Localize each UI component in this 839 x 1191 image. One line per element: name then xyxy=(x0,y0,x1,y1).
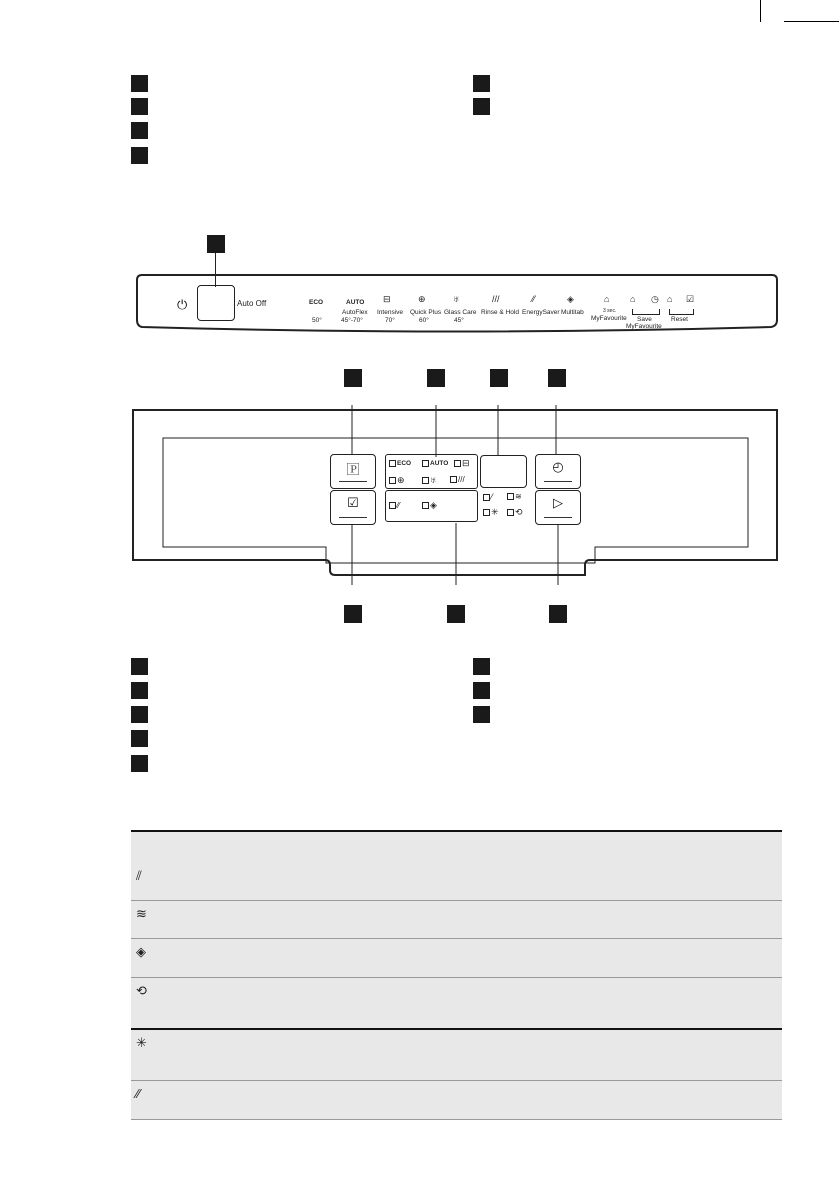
drying-icon: ≋ xyxy=(136,906,147,921)
table-row xyxy=(131,901,782,939)
callout-marker xyxy=(490,369,508,387)
indicator-panel-bottom xyxy=(385,490,478,522)
save-group-label: MyFavourite xyxy=(626,323,662,330)
ind-quick: ⊕ xyxy=(389,475,405,486)
callout-marker xyxy=(427,369,445,387)
prog-glass-temp: 45° xyxy=(454,317,464,324)
prog-energy-name: EnergySaver xyxy=(522,309,560,316)
callout-marker xyxy=(548,369,566,387)
multitab-icon: ◈ xyxy=(567,294,574,304)
quick-plus-icon: ⊕ xyxy=(418,294,426,304)
save-bracket xyxy=(632,309,660,315)
prog-quickplus-name: Quick Plus xyxy=(410,309,442,316)
options-button[interactable] xyxy=(330,490,376,525)
callout-marker xyxy=(549,605,567,623)
prog-eco-temp: 50° xyxy=(312,317,322,324)
pot-icon: ⊟ xyxy=(383,294,391,304)
crop-mark xyxy=(784,21,839,22)
save-clock-icon: ◷ xyxy=(651,294,659,304)
ind-rinse: /// xyxy=(450,475,465,484)
crop-mark xyxy=(760,0,761,22)
play-icon: ▷ xyxy=(553,495,563,510)
reset-label: Reset xyxy=(671,316,688,323)
auto-off-label: Auto Off xyxy=(237,299,267,308)
table-row xyxy=(131,1030,782,1081)
myfavourite-label: MyFavourite xyxy=(591,315,627,322)
reset-bracket xyxy=(669,309,694,315)
callout-marker xyxy=(207,235,225,253)
prog-auto-icon: AUTO xyxy=(346,299,365,306)
ind-multitab: ◈ xyxy=(422,500,437,511)
myfavourite-sub: 3 sec. xyxy=(603,308,617,314)
ind-cycle: ⟲ xyxy=(507,507,523,518)
legend-marker xyxy=(131,682,148,699)
glass-icon: ♅ xyxy=(453,294,460,304)
prog-rinse-name: Rinse & Hold xyxy=(481,309,519,316)
delay-icon: ◴ xyxy=(552,459,564,474)
start-button[interactable] xyxy=(535,490,581,525)
table-row xyxy=(131,939,782,978)
legend-marker xyxy=(131,755,148,772)
power-icon[interactable]: ⏻ xyxy=(177,297,188,312)
prog-auto-temp: 45°-70° xyxy=(341,317,363,324)
table-row xyxy=(131,1081,782,1120)
legend-marker xyxy=(131,122,148,139)
auto-off-button[interactable] xyxy=(197,285,235,321)
legend-marker xyxy=(473,658,490,675)
legend-marker xyxy=(473,98,490,115)
energy-saver-icon: ⁄⁄ xyxy=(532,294,536,304)
programme-button[interactable] xyxy=(330,454,376,489)
ind-sparkle: ✳ xyxy=(483,507,499,518)
legend-marker xyxy=(473,682,490,699)
ind-eco: ECO xyxy=(389,460,411,467)
prog-intensive-temp: 70° xyxy=(385,317,395,324)
myfavourite-icon: ⌂ xyxy=(604,294,610,304)
reset-check-icon: ☑ xyxy=(686,294,695,304)
prog-quickplus-temp: 60° xyxy=(419,317,429,324)
ind-energy: ⁄⁄ xyxy=(389,501,400,510)
delay-start-button[interactable] xyxy=(535,454,581,489)
multitab-icon: ◈ xyxy=(136,944,146,959)
prog-eco-icon: ECO xyxy=(309,299,324,306)
prog-auto-name: AutoFlex xyxy=(342,309,368,316)
legend-marker xyxy=(131,658,148,675)
legend-marker xyxy=(131,147,148,164)
ind-salt: ⁄ xyxy=(483,492,493,502)
ind-drying: ≋ xyxy=(507,492,522,501)
energy-eco-icon: ⁄⁄ xyxy=(136,1086,141,1101)
indicator-table xyxy=(131,830,782,1120)
legend-marker xyxy=(131,98,148,115)
save-label: Save xyxy=(637,316,652,323)
sparkle-icon: ✳ xyxy=(136,1035,147,1050)
table-row xyxy=(131,863,782,901)
ind-glass: ♅ xyxy=(422,475,437,485)
indicator-panel-top xyxy=(385,454,478,489)
save-home-icon: ⌂ xyxy=(630,294,636,304)
prog-glass-name: Glass Care xyxy=(444,309,477,316)
rinse-icon: /// xyxy=(492,294,500,304)
legend-marker xyxy=(131,75,148,92)
legend-marker xyxy=(473,75,490,92)
table-header-row xyxy=(131,830,782,865)
display-box xyxy=(480,455,527,488)
ind-auto: AUTO xyxy=(422,460,448,467)
table-row xyxy=(131,978,782,1030)
callout-marker xyxy=(447,605,465,623)
ind-intensive: ⊟ xyxy=(454,458,470,469)
options-icon: ☑ xyxy=(347,495,359,510)
callout-marker xyxy=(344,369,362,387)
prog-multitab-name: Multitab xyxy=(561,309,584,316)
programme-icon: 🄿 xyxy=(346,462,360,477)
prog-intensive-name: Intensive xyxy=(377,309,404,316)
legend-marker xyxy=(131,706,148,723)
legend-marker xyxy=(131,730,148,747)
legend-marker xyxy=(473,706,490,723)
cycle-icon: ⟲ xyxy=(136,983,147,998)
salt-icon: ⫽ xyxy=(136,868,142,883)
callout-marker xyxy=(344,605,362,623)
reset-home-icon: ⌂ xyxy=(667,294,673,304)
